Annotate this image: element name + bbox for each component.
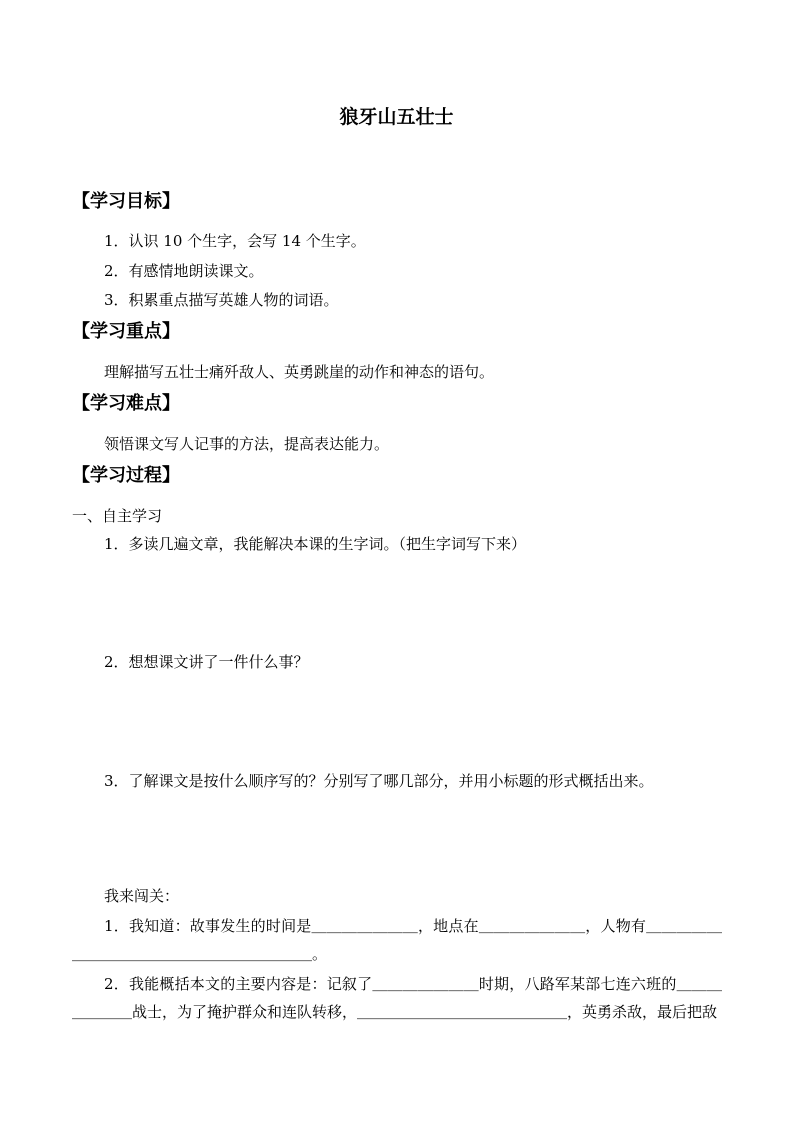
objective-item-2: 2．有感情地朗读课文。 [104,262,264,280]
process-part-1: 一、自主学习 [72,507,163,525]
heading-objectives: 【学习目标】 [72,191,180,212]
heading-focus: 【学习重点】 [72,321,180,342]
objective-item-3: 3．积累重点描写英雄人物的词语。 [104,291,339,309]
page-title: 狼牙山五壮士 [339,106,454,128]
challenge-item-2: 2．我能概括本文的主要内容是：记叙了＿＿＿＿＿＿＿时期，八路军某部七连六班的＿＿＿＿＿＿＿战士，为了掩护群众和连队转移，＿＿＿＿＿＿＿＿＿＿＿＿＿＿，英勇杀敌，最后把敌 [72,975,722,1021]
objective-item-1: 1．认识 10 个生字，会写 14 个生字。 [104,232,366,250]
focus-text: 理解描写五壮士痛歼敌人、英勇跳崖的动作和神态的语句。 [104,363,495,381]
heading-difficulty: 【学习难点】 [72,393,180,414]
process-question-1: 1．多读几遍文章，我能解决本课的生字词。（把生字词写下来） [104,535,527,553]
process-question-2: 2．想想课文讲了一件什么事？ [104,653,309,671]
challenge-label: 我来闯关： [104,887,180,905]
process-question-3: 3．了解课文是按什么顺序写的？分别写了哪几部分，并用小标题的形式概括出来。 [104,772,654,790]
heading-process: 【学习过程】 [72,465,180,486]
difficulty-text: 领悟课文写人记事的方法，提高表达能力。 [104,435,390,453]
challenge-item-1: 1．我知道：故事发生的时间是＿＿＿＿＿＿＿，地点在＿＿＿＿＿＿＿，人物有＿＿＿＿＿＿＿＿＿＿＿＿＿＿＿＿＿＿＿＿＿。 [72,917,722,963]
